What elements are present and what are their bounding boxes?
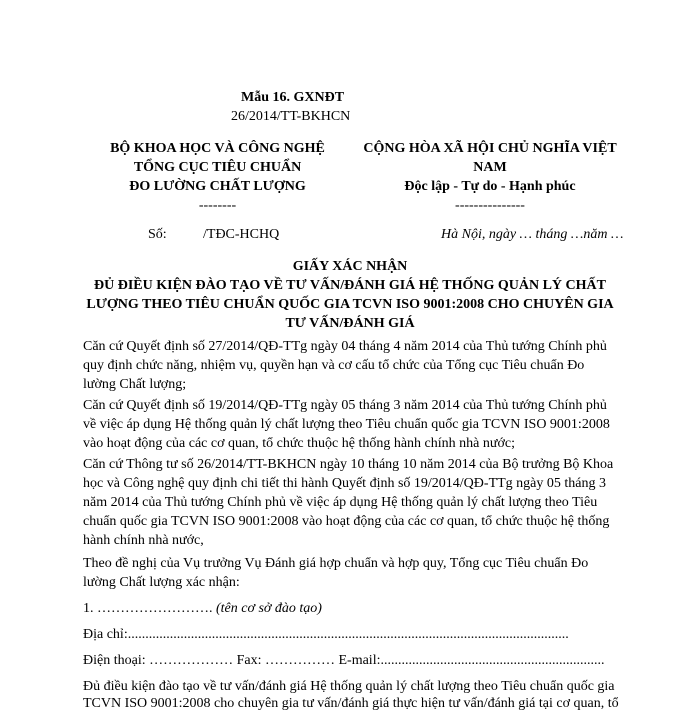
country-name-line2: NAM xyxy=(473,160,507,175)
contact-field: Điện thoại: ……………… Fax: …………… E-mail:................................................................ xyxy=(83,653,605,668)
country-name-line1: CỘNG HÒA XÃ HỘI CHỦ NGHĨA VIỆT xyxy=(363,141,617,156)
paragraph-proposal: Theo đề nghị của Vụ trưởng Vụ Đánh giá hợp chuẩn và hợp quy, Tổng cục Tiêu chuẩn Đo lường Chất lượng xác nhận: xyxy=(83,556,589,590)
eligibility-line2: TCVN ISO 9001:2008 cho chuyên gia tư vấn/đánh giá thực hiện tư vấn/đánh giá tại cơ quan, tổ xyxy=(83,696,619,711)
document-number-suffix: /TĐC-HCHQ xyxy=(203,227,280,242)
document-number-label: Số: xyxy=(148,227,167,242)
national-motto: Độc lập - Tự do - Hạnh phúc xyxy=(404,179,576,194)
header-right-divider: --------------- xyxy=(455,198,525,213)
address-field: Địa chỉ:.............................................................................................................................. xyxy=(83,627,569,642)
agency-name-line1: TỔNG CỤC TIÊU CHUẨN xyxy=(133,160,302,175)
header-right xyxy=(350,139,630,215)
training-facility-line xyxy=(83,599,322,619)
agency-name-line2: ĐO LƯỜNG CHẤT LƯỢNG xyxy=(129,179,306,194)
circular-reference: 26/2014/TT-BKHCN xyxy=(231,109,351,124)
form-template: Mẫu 16. GXNĐT xyxy=(241,90,345,105)
title-line3: LƯỢNG THEO TIÊU CHUẨN QUỐC GIA TCVN ISO 9001:2008 CHO CHUYÊN GIA xyxy=(86,297,614,312)
paragraph-legal-basis-1: Căn cứ Quyết định số 27/2014/QĐ-TTg ngày 04 tháng 4 năm 2014 của Thủ tướng Chính phủ quy định chức năng, nhiệm vụ, quyền hạn và cơ cấu tổ chức của Tổng cục Tiêu chuẩn Đo lường Chất lượng; xyxy=(83,339,607,392)
place-date: Hà Nội, ngày … tháng …năm … xyxy=(441,227,624,242)
paragraph-legal-basis-2: Căn cứ Quyết định số 19/2014/QĐ-TTg ngày 05 tháng 3 năm 2014 của Thủ tướng Chính phủ về việc áp dụng Hệ thống quản lý chất lượng theo Tiêu chuẩn quốc gia TCVN ISO 9001:2008 vào hoạt động của các cơ quan, tổ chức thuộc hệ thống hành chính nhà nước; xyxy=(83,398,610,451)
title-line4: TƯ VẤN/ĐÁNH GIÁ xyxy=(285,316,415,331)
paragraph-legal-basis-3: Căn cứ Thông tư số 26/2014/TT-BKHCN ngày 10 tháng 10 năm 2014 của Bộ trưởng Bộ Khoa học và Công nghệ quy định chi tiết thi hành Quyết định số 19/2014/QĐ-TTg ngày 05 tháng 3 năm 2014 của Thủ tướng Chính phủ về việc áp dụng Hệ thống quản lý chất lượng theo Tiêu chuẩn quốc gia TCVN ISO 9001:2008 vào hoạt động của các cơ quan, tổ chức thuộc hệ thống hành chính nhà nước, xyxy=(83,457,614,548)
ministry-name: BỘ KHOA HỌC VÀ CÔNG NGHỆ xyxy=(110,141,325,156)
document-title xyxy=(60,257,640,333)
training-facility-hint: (tên cơ sở đào tạo) xyxy=(216,601,322,616)
eligibility-line1: Đủ điều kiện đào tạo về tư vấn/đánh giá Hệ thống quản lý chất lượng theo Tiêu chuẩn quốc gia xyxy=(83,679,615,694)
training-facility-number: 1. ……………………. xyxy=(83,601,213,616)
header-left-divider: -------- xyxy=(198,198,237,213)
title-line2: ĐỦ ĐIỀU KIỆN ĐÀO TẠO VỀ TƯ VẤN/ĐÁNH GIÁ HỆ THỐNG QUẢN LÝ CHẤT xyxy=(94,278,606,293)
header-left xyxy=(100,139,335,215)
title-line1: GIẤY XÁC NHẬN xyxy=(292,259,408,274)
